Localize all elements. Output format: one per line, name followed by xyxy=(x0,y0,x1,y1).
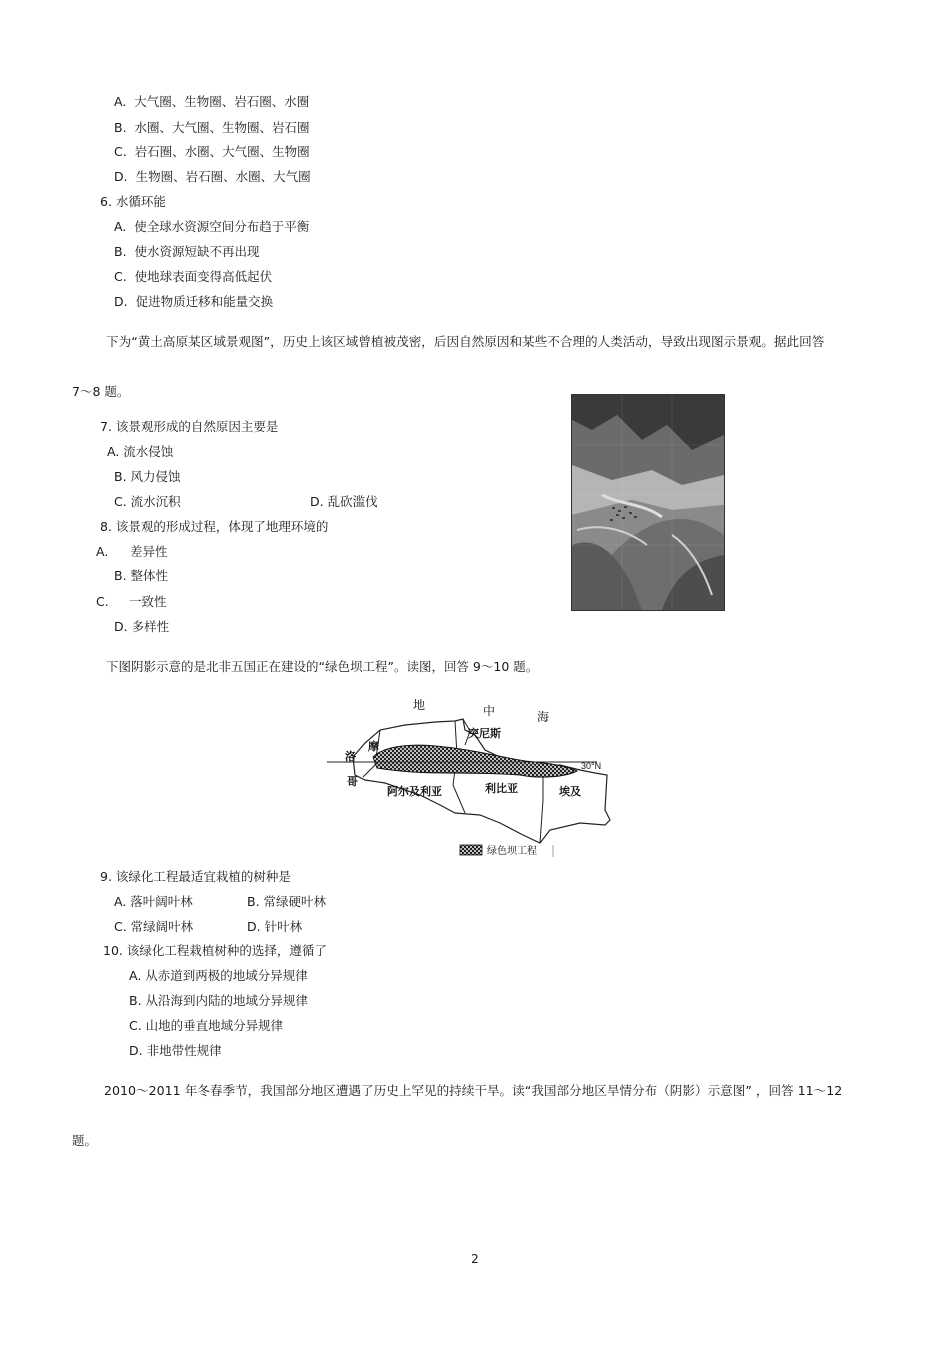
q7-option-a: A. 流水侵蚀 xyxy=(107,444,174,459)
map-legend-swatch xyxy=(460,845,482,855)
map-label-algeria: 阿尔及利亚 xyxy=(387,786,442,798)
intro-11-12-line2: 题。 xyxy=(72,1133,98,1148)
q8-stem: 8. 该景观的形成过程，体现了地理环境的 xyxy=(100,519,329,534)
map-label-morocco-1: 洛 xyxy=(345,751,356,763)
q8-option-d: D. 多样性 xyxy=(114,619,170,634)
intro-9-10: 下图阴影示意的是北非五国正在建设的“绿色坝工程”。读图，回答 9～10 题。 xyxy=(106,659,539,674)
north-africa-map xyxy=(325,695,625,860)
q9-option-d: D. 针叶林 xyxy=(247,919,303,934)
q8-option-a-letter: A. xyxy=(96,544,109,559)
map-label-libya: 利比亚 xyxy=(485,783,518,795)
map-label-morocco-2: 摩 xyxy=(368,741,379,753)
q9-option-a: A. 落叶阔叶林 xyxy=(114,894,193,909)
q6-option-b: B. 使水资源短缺不再出现 xyxy=(114,244,260,259)
q10-stem: 10. 该绿化工程栽植树种的选择，遵循了 xyxy=(103,943,327,958)
map-sea-char-1: 地 xyxy=(413,698,426,712)
q8-option-c-text: 一致性 xyxy=(129,594,167,609)
map-label-morocco-3: 哥 xyxy=(347,776,358,788)
q5-option-b: B. 水圈、大气圈、生物圈、岩石圈 xyxy=(114,120,310,135)
map-sea-char-3: 海 xyxy=(537,710,550,724)
q9-stem: 9. 该绿化工程最适宜栽植的树种是 xyxy=(100,869,291,884)
q7-option-c: C. 流水沉积 xyxy=(114,494,181,509)
q7-stem: 7. 该景观形成的自然原因主要是 xyxy=(100,419,279,434)
q6-option-d: D. 促进物质迁移和能量交换 xyxy=(114,294,274,309)
intro-7-8-line1: 下为“黄土高原某区域景观图”，历史上该区域曾植被茂密，后因自然原因和某些不合理的人类活动，导致出现图示景观。据此回答 xyxy=(106,334,825,349)
q10-option-b: B. 从沿海到内陆的地域分异规律 xyxy=(129,993,309,1008)
map-sea-char-2: 中 xyxy=(483,704,496,718)
page-number: 2 xyxy=(471,1252,479,1266)
map-label-tunisia: 突尼斯 xyxy=(468,728,501,740)
map-label-latitude: 30°N xyxy=(581,761,602,771)
loess-plateau-photo xyxy=(571,394,725,611)
q9-option-b: B. 常绿硬叶林 xyxy=(247,894,327,909)
q10-option-d: D. 非地带性规律 xyxy=(129,1043,222,1058)
q8-option-c-letter: C. xyxy=(96,594,109,609)
q10-option-c: C. 山地的垂直地域分异规律 xyxy=(129,1018,284,1033)
intro-7-8-line2: 7～8 题。 xyxy=(72,384,130,399)
q8-option-a-text: 差异性 xyxy=(130,544,168,559)
q6-option-a: A. 使全球水资源空间分布趋于平衡 xyxy=(114,219,310,234)
q6-option-c: C. 使地球表面变得高低起伏 xyxy=(114,269,273,284)
q10-option-a: A. 从赤道到两极的地域分异规律 xyxy=(129,968,308,983)
q6-stem: 6. 水循环能 xyxy=(100,194,166,209)
q7-option-b: B. 风力侵蚀 xyxy=(114,469,181,484)
map-legend-label: 绿色坝工程 xyxy=(487,846,537,857)
q8-option-b: B. 整体性 xyxy=(114,568,169,583)
map-label-egypt: 埃及 xyxy=(559,786,581,798)
q9-option-c: C. 常绿阔叶林 xyxy=(114,919,194,934)
intro-11-12-line1: 2010～2011 年冬春季节，我国部分地区遭遇了历史上罕见的持续干旱。读“我国部分地区旱情分布（阴影）示意图” ，回答 11～12 xyxy=(104,1083,843,1098)
q5-option-d: D. 生物圈、岩石圈、水圈、大气圈 xyxy=(114,169,311,184)
q7-option-d: D. 乱砍滥伐 xyxy=(310,494,378,509)
q5-option-c: C. 岩石圈、水圈、大气圈、生物圈 xyxy=(114,144,310,159)
q5-option-a: A. 大气圈、生物圈、岩石圈、水圈 xyxy=(114,94,310,109)
